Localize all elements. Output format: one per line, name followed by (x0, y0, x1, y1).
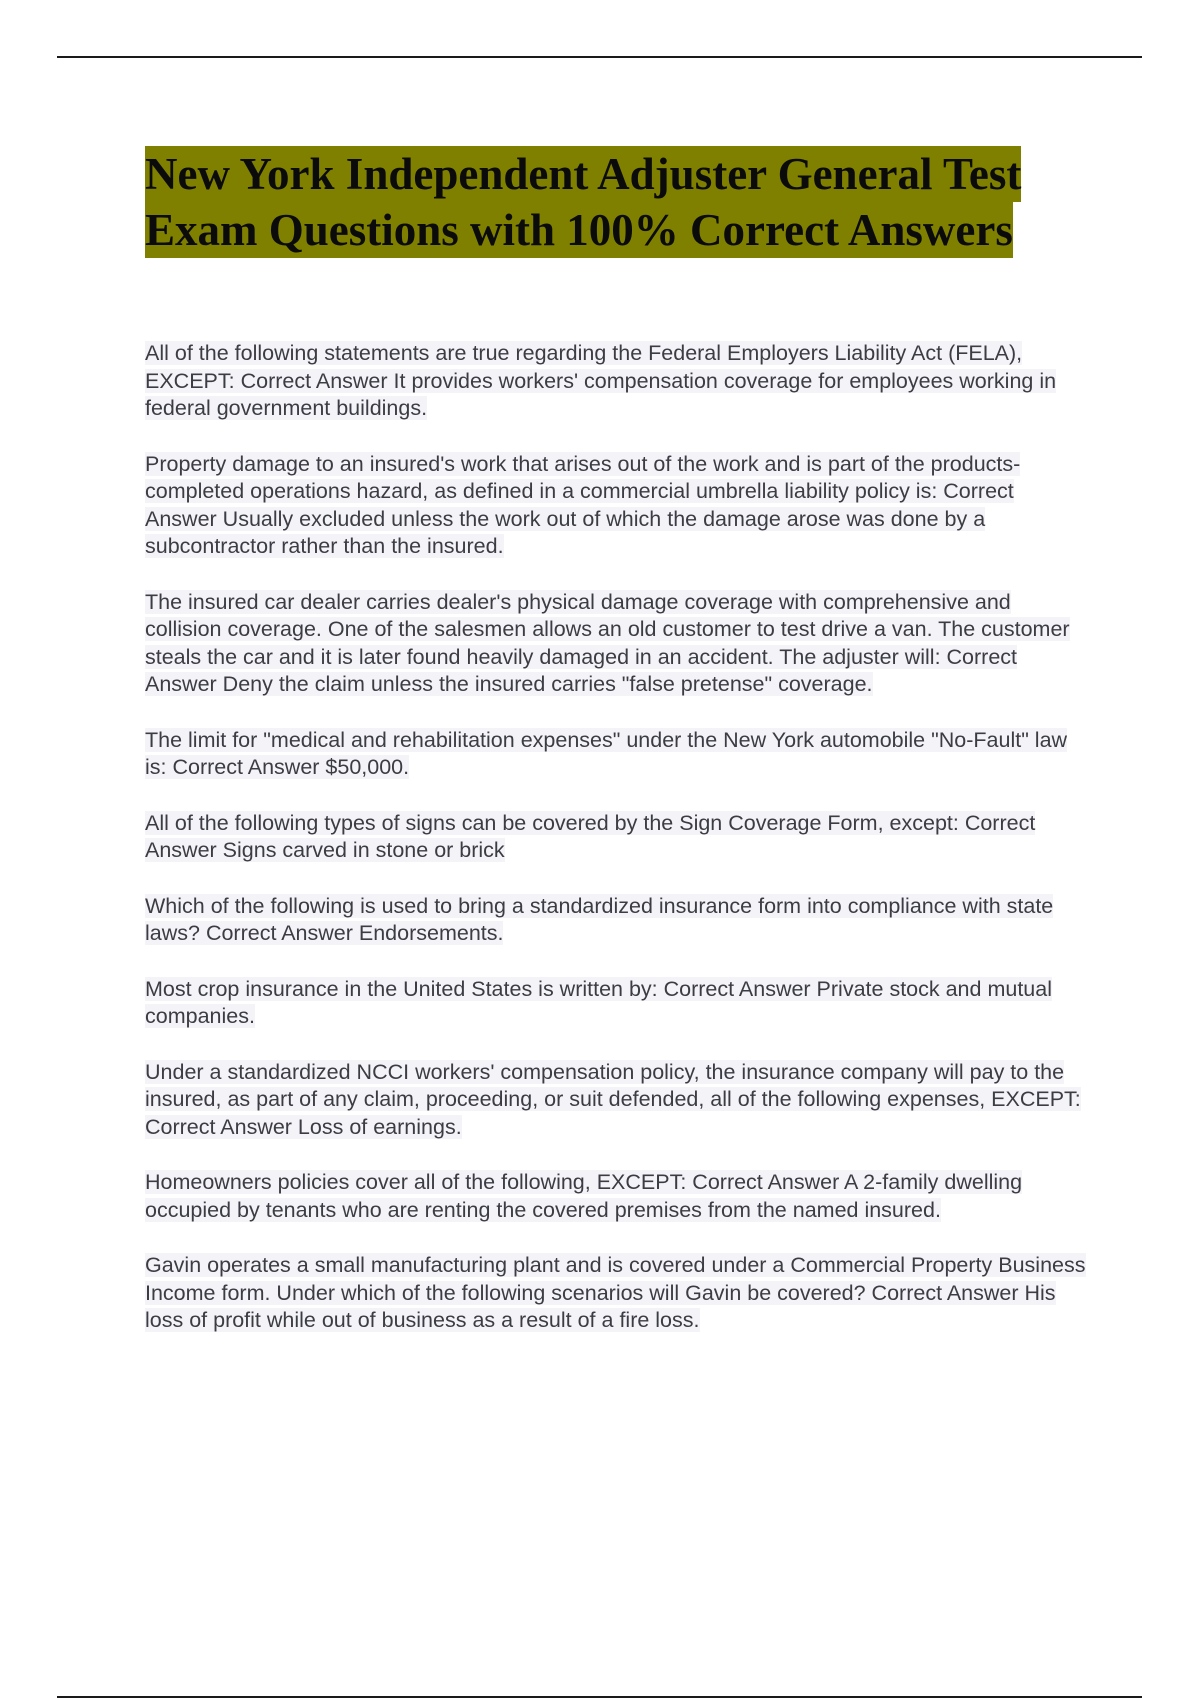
question-text: Most crop insurance in the United States is written by: Correct Answer Private stock and mutual companies. (145, 976, 1052, 1028)
question-item (145, 340, 1090, 423)
question-text: The insured car dealer carries dealer's physical damage coverage with comprehensive and collision coverage. One of the salesmen allows an old customer to test drive a van. The customer steals the car and it is later found heavily damaged in an accident. The adjuster will: Correct Answer Deny the claim unless the insured carries "false pretense" coverage. (145, 589, 1070, 696)
question-item (145, 893, 1090, 948)
question-item (145, 589, 1090, 699)
question-item (145, 810, 1090, 865)
question-text: Gavin operates a small manufacturing plant and is covered under a Commercial Property Business Income form. Under which of the following scenarios will Gavin be covered? Correct Answer His loss of profit while out of business as a result of a fire loss. (145, 1253, 1086, 1332)
top-rule (57, 56, 1142, 58)
question-text: Homeowners policies cover all of the following, EXCEPT: Correct Answer A 2-family dwelling occupied by tenants who are renting the covered premises from the named insured. (145, 1170, 1023, 1222)
bottom-rule (57, 1696, 1142, 1698)
question-item (145, 1252, 1090, 1335)
question-item (145, 1059, 1090, 1142)
question-text: The limit for "medical and rehabilitation expenses" under the New York automobile "No-Fault" law is: Correct Answer $50,000. (145, 727, 1068, 779)
question-item (145, 976, 1090, 1031)
question-item (145, 1169, 1090, 1224)
question-text: Under a standardized NCCI workers' compensation policy, the insurance company will pay to the insured, as part of any claim, proceeding, or suit defended, all of the following expenses, EXCEPT: Correct Answer Loss of earnings. (145, 1059, 1081, 1139)
title-line-2: Exam Questions with 100% Correct Answers (145, 202, 1013, 258)
question-text: All of the following types of signs can be covered by the Sign Coverage Form, except: Correct Answer Signs carved in stone or brick (145, 810, 1036, 862)
question-list (145, 340, 1090, 1363)
title-line-1: New York Independent Adjuster General Test (145, 146, 1021, 202)
question-item (145, 451, 1090, 561)
question-item (145, 727, 1090, 782)
question-text: All of the following statements are true regarding the Federal Employers Liability Act (FELA), EXCEPT: Correct Answer It provides workers' compensation coverage for employees working in federal government buildings. (145, 341, 1057, 420)
question-text: Which of the following is used to bring a standardized insurance form into compliance with state laws? Correct Answer Endorsements. (145, 893, 1054, 945)
document-title (145, 146, 1085, 258)
question-text: Property damage to an insured's work that arises out of the work and is part of the products-completed operations hazard, as defined in a commercial umbrella liability policy is: Correct Answer Usually excluded unless the work out of which the damage arose was done by a subcontractor rather than the insured. (145, 451, 1021, 558)
